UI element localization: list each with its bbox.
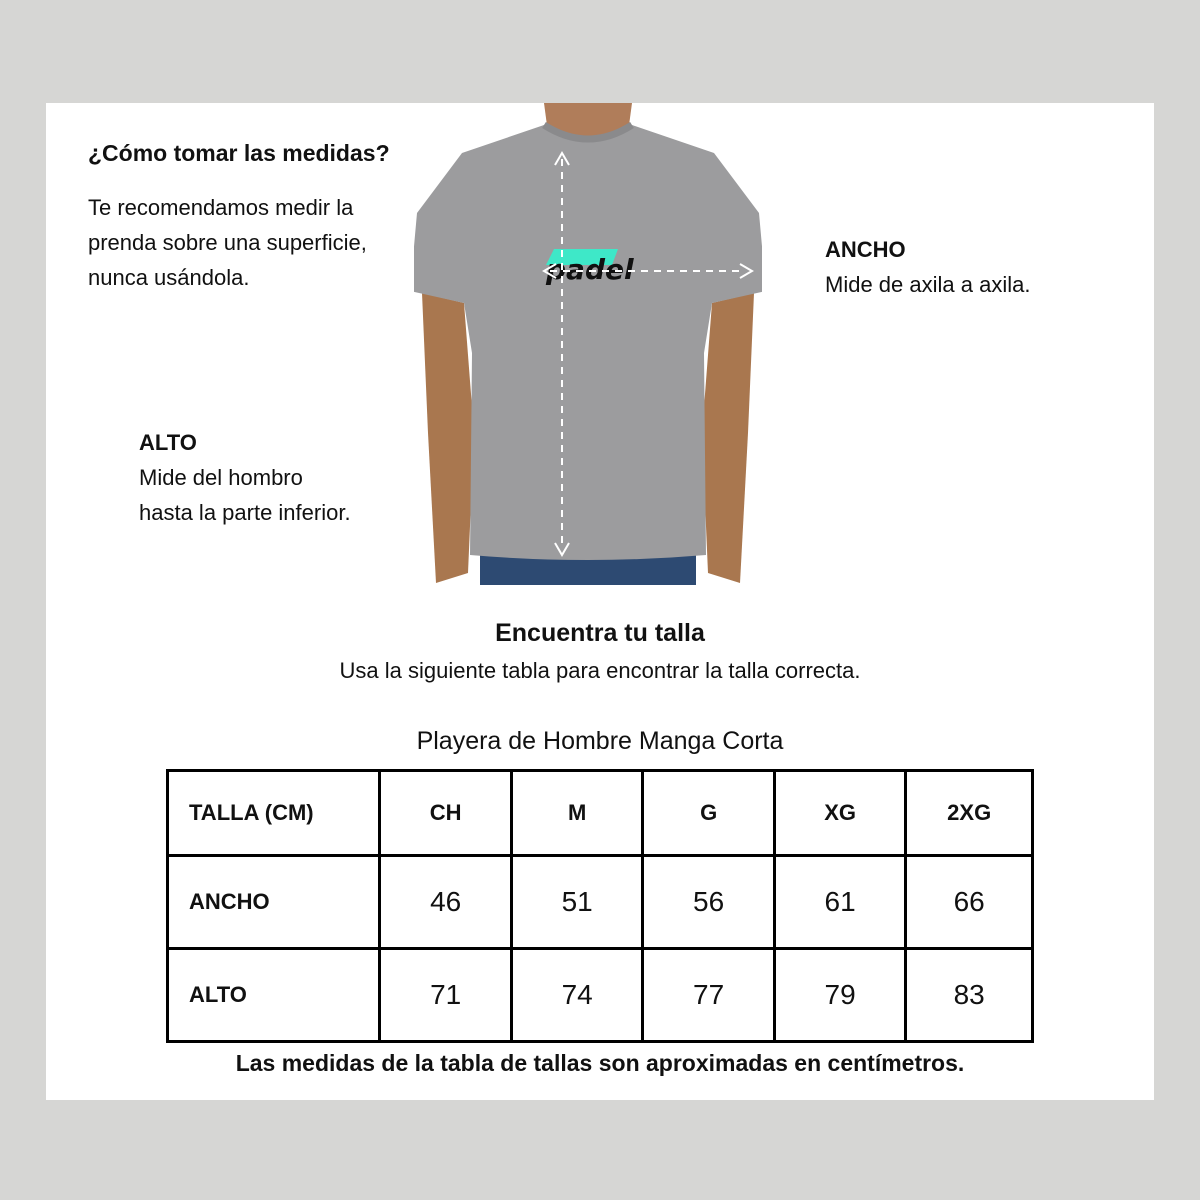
tshirt-illustration xyxy=(414,103,762,585)
table-cell: 74 xyxy=(511,949,642,1042)
header-cell: CH xyxy=(380,771,511,856)
table-cell: 56 xyxy=(643,856,774,949)
tshirt-model-image xyxy=(414,103,762,585)
header-cell: G xyxy=(643,771,774,856)
logo-text: padel xyxy=(546,253,634,286)
howto-line: prenda sobre una superficie, xyxy=(88,230,367,255)
header-cell: 2XG xyxy=(906,771,1033,856)
alto-instruction xyxy=(139,425,351,530)
howto-title: ¿Cómo tomar las medidas? xyxy=(88,140,390,166)
finder-title: Encuentra tu talla xyxy=(495,619,705,647)
table-cell: 79 xyxy=(774,949,905,1042)
ancho-text: Mide de axila a axila. xyxy=(825,272,1031,297)
left-arm xyxy=(422,293,474,583)
size-table xyxy=(166,769,1034,1043)
ancho-label: ANCHO xyxy=(825,237,906,262)
brand-logo xyxy=(545,249,634,286)
howto-line: nunca usándola. xyxy=(88,265,250,290)
table-cell: 46 xyxy=(380,856,511,949)
header-cell: M xyxy=(511,771,642,856)
table-cell: 66 xyxy=(906,856,1033,949)
ancho-instruction xyxy=(825,232,1030,302)
howto-line: Te recomendamos medir la xyxy=(88,195,354,220)
size-guide-card xyxy=(46,103,1154,1100)
header-cell: XG xyxy=(774,771,905,856)
row-label: ANCHO xyxy=(168,856,380,949)
right-arm xyxy=(702,293,754,583)
table-title: Playera de Hombre Manga Corta xyxy=(416,727,784,755)
table-cell: 77 xyxy=(643,949,774,1042)
table-cell: 71 xyxy=(380,949,511,1042)
table-cell: 51 xyxy=(511,856,642,949)
alto-label: ALTO xyxy=(139,430,197,455)
alto-line: Mide del hombro xyxy=(139,465,303,490)
finder-subtitle: Usa la siguiente tabla para encontrar la talla correcta. xyxy=(339,658,861,683)
alto-line: hasta la parte inferior. xyxy=(139,500,351,525)
table-row xyxy=(168,949,1033,1042)
header-cell: TALLA (CM) xyxy=(168,771,380,856)
row-label: ALTO xyxy=(168,949,380,1042)
howto-body xyxy=(88,190,428,295)
footnote: Las medidas de la tabla de tallas son aproximadas en centímetros. xyxy=(235,1050,965,1076)
table-cell: 61 xyxy=(774,856,905,949)
table-header-row xyxy=(168,771,1033,856)
table-cell: 83 xyxy=(906,949,1033,1042)
table-row xyxy=(168,856,1033,949)
